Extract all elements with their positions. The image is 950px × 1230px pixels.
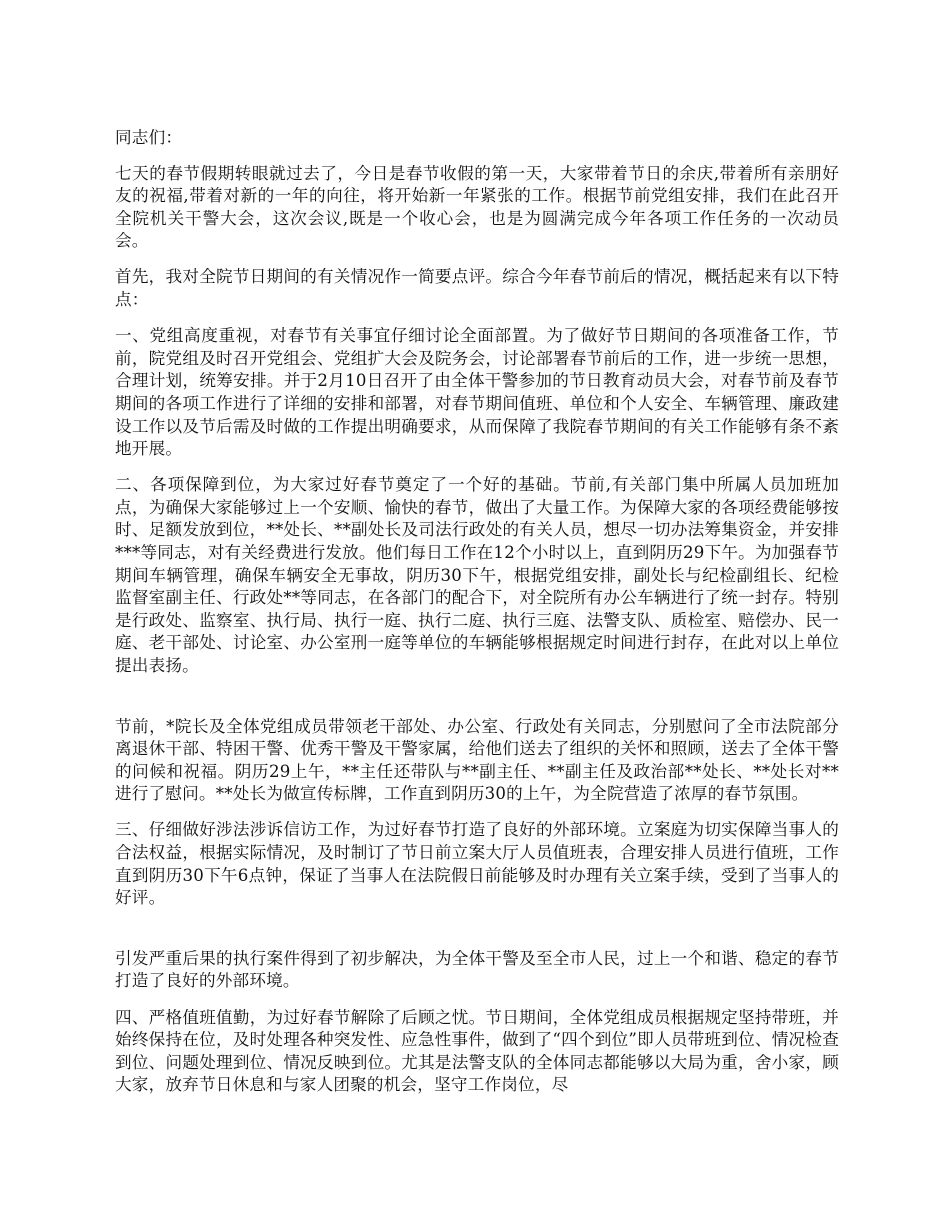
- document-body: [115, 127, 839, 1110]
- paragraph-point-4: 四、严格值班值勤，为过好春节解除了后顾之忧。节日期间，全体党组成员根据规定坚持带班，并始终保持在位，及时处理各种突发性、应急性事件，做到了“四个到位”即人员带班到位、情况检查到位、问题处理到位、情况反映到位。尤其是法警支队的全体同志都能够以大局为重，舍小家，顾大家，放弃节日休息和与家人团聚的机会，坚守工作岗位，尽: [115, 1007, 839, 1095]
- paragraph-point-3: 三、仔细做好涉法涉诉信访工作，为过好春节打造了良好的外部环境。立案庭为切实保障当事人的合法权益，根据实际情况，及时制订了节日前立案大厅人员值班表，合理安排人员进行值班，工作直到阴历30下午6点钟，保证了当事人在法院假日前能够及时办理有关立案手续，受到了当事人的好评。: [115, 820, 839, 908]
- paragraph-intro: 七天的春节假期转眼就过去了，今日是春节收假的第一天，大家带着节日的余庆,带着所有亲朋好友的祝福,带着对新的一年的向往，将开始新一年紧张的工作。根据节前党组安排，我们在此召开全院机关干警大会，这次会议,既是一个收心会，也是为圆满完成今年各项工作任务的一次动员会。: [115, 163, 839, 251]
- paragraph-condolence: 节前，*院长及全体党组成员带领老干部处、办公室、行政处有关同志，分别慰问了全市法院部分离退休干部、特困干警、优秀干警及干警家属，给他们送去了组织的关怀和照顾，送去了全体干警的问候和祝福。阴历29上午，**主任还带队与**副主任、**副主任及政治部**处长、**处长对**进行了慰问。**处长为做宣传标牌，工作直到阴历30的上午，为全院营造了浓厚的春节氛围。: [115, 716, 839, 804]
- salutation: 同志们：: [115, 128, 183, 147]
- paragraph-overview: 首先，我对全院节日期间的有关情况作一简要点评。综合今年春节前后的情况，概括起来有以下特点：: [115, 267, 839, 310]
- paragraph-execution: 引发严重后果的执行案件得到了初步解决，为全体干警及至全市人民，过上一个和谐、稳定的春节打造了良好的外部环境。: [115, 948, 839, 991]
- paragraph-point-1: 一、党组高度重视，对春节有关事宜仔细讨论全面部置。为了做好节日期间的各项准备工作，节前，院党组及时召开党组会、党组扩大会及院务会，讨论部署春节前后的工作，进一步统一思想，合理计划，统筹安排。并于2月10日召开了由全体干警参加的节日教育动员大会，对春节前及春节期间的各项工作进行了详细的安排和部署，对春节期间值班、单位和个人安全、车辆管理、廉政建设工作以及节后需及时做的工作提出明确要求，从而保障了我院春节期间的有关工作能够有条不紊地开展。: [115, 326, 839, 459]
- paragraph-point-2: 二、各项保障到位，为大家过好春节奠定了一个好的基础。节前,有关部门集中所属人员加班加点，为确保大家能够过上一个安顺、愉快的春节，做出了大量工作。为保障大家的各项经费能够按时、足额发放到位，**处长、**副处长及司法行政处的有关人员，想尽一切办法筹集资金，并安排***等同志，对有关经费进行发放。他们每日工作在12个小时以上，直到阴历29下午。为加强春节期间车辆管理，确保车辆安全无事故，阴历30下午，根据党组安排，副处长与纪检副组长、纪检监督室副主任、行政处**等同志，在各部门的配合下，对全院所有办公车辆进行了统一封存。特别是行政处、监察室、执行局、执行一庭、执行二庭、执行三庭、法警支队、质检室、赔偿办、民一庭、老干部处、讨论室、办公室刑一庭等单位的车辆能够根据规定时间进行封存，在此对以上单位提出表扬。: [115, 475, 839, 675]
